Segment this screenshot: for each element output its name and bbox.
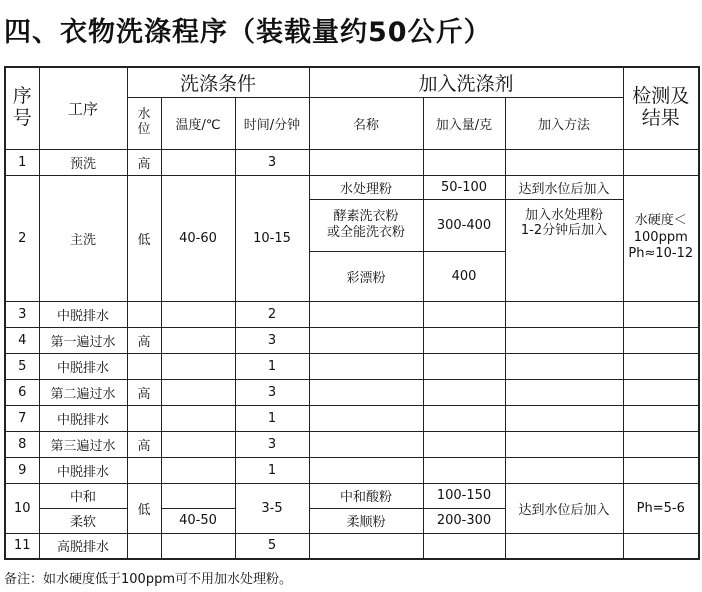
cell-level: 低 (127, 483, 161, 533)
header-amount: 加入量/克 (423, 97, 505, 149)
name-line-1: 酵素洗衣粉 (333, 209, 399, 225)
cell-check (623, 431, 699, 457)
cell-amount: 100-150 (423, 483, 505, 508)
cell-temp (161, 353, 235, 379)
cell-level: 低 (127, 175, 161, 301)
cell-name: 水处理粉 (309, 175, 423, 199)
cell-name (309, 431, 423, 457)
cell-name (309, 533, 423, 559)
cell-method (505, 301, 623, 327)
cell-name (309, 405, 423, 431)
cell-name (309, 149, 423, 175)
cell-seq: 5 (5, 353, 39, 379)
cell-seq: 9 (5, 457, 39, 483)
cell-temp (161, 457, 235, 483)
cell-temp (161, 533, 235, 559)
cell-amount: 50-100 (423, 175, 505, 199)
table-row (5, 431, 699, 457)
cell-time: 3 (235, 379, 309, 405)
cell-seq: 10 (5, 483, 39, 533)
header-water-level: 水位 (127, 97, 161, 149)
check-line-1: 水硬度＜ (634, 212, 687, 228)
cell-name (309, 301, 423, 327)
cell-amount (423, 379, 505, 405)
cell-time: 5 (235, 533, 309, 559)
cell-process: 高脱排水 (39, 533, 127, 559)
cell-time: 10-15 (235, 175, 309, 301)
cell-seq: 2 (5, 175, 39, 301)
check-line-3: Ph≈10-12 (628, 246, 694, 262)
table-row (5, 457, 699, 483)
cell-check (623, 457, 699, 483)
cell-check (623, 533, 699, 559)
header-temperature: 温度/℃ (161, 97, 235, 149)
cell-process: 主洗 (39, 175, 127, 301)
table-row (5, 301, 699, 327)
cell-seq: 6 (5, 379, 39, 405)
cell-process: 中脱排水 (39, 353, 127, 379)
cell-time: 1 (235, 353, 309, 379)
table-row (5, 379, 699, 405)
cell-temp: 40-60 (161, 175, 235, 301)
cell-seq: 3 (5, 301, 39, 327)
header-row-1 (5, 67, 699, 97)
cell-name: 彩漂粉 (309, 251, 423, 301)
cell-name (309, 327, 423, 353)
cell-amount (423, 533, 505, 559)
cell-time: 3 (235, 327, 309, 353)
cell-method: 达到水位后加入 (505, 175, 623, 199)
cell-process: 中脱排水 (39, 301, 127, 327)
cell-seq: 4 (5, 327, 39, 353)
cell-method (505, 327, 623, 353)
cell-time: 3-5 (235, 483, 309, 533)
header-seq: 序号 (5, 67, 39, 149)
cell-check (623, 353, 699, 379)
cell-method (505, 431, 623, 457)
cell-amount (423, 301, 505, 327)
cell-time: 3 (235, 431, 309, 457)
footnote: 备注：如水硬度低于100ppm可不用加水处理粉。 (4, 572, 292, 587)
cell-method: 达到水位后加入 (505, 483, 623, 533)
cell-temp (161, 405, 235, 431)
cell-amount: 300-400 (423, 199, 505, 251)
cell-method (505, 457, 623, 483)
name-line-2: 或全能洗衣粉 (326, 225, 405, 240)
header-process: 工序 (39, 67, 127, 149)
cell-process: 柔软 (39, 508, 127, 533)
cell-amount (423, 405, 505, 431)
header-name: 名称 (309, 97, 423, 149)
cell-time: 2 (235, 301, 309, 327)
header-method: 加入方法 (505, 97, 623, 149)
cell-amount (423, 457, 505, 483)
header-add-detergent: 加入洗涤剂 (309, 67, 623, 97)
cell-temp: 40-50 (161, 508, 235, 533)
washing-procedure-table (4, 66, 700, 560)
cell-process: 预洗 (39, 149, 127, 175)
cell-process: 第三遍过水 (39, 431, 127, 457)
cell-temp (161, 483, 235, 508)
table-row (5, 353, 699, 379)
cell-amount (423, 327, 505, 353)
cell-time: 3 (235, 149, 309, 175)
cell-time: 1 (235, 405, 309, 431)
cell-temp (161, 431, 235, 457)
cell-name: 柔顺粉 (309, 508, 423, 533)
cell-method (505, 379, 623, 405)
cell-check (623, 175, 699, 301)
cell-method (505, 199, 623, 301)
cell-level (127, 301, 161, 327)
header-time: 时间/分钟 (235, 97, 309, 149)
cell-seq: 8 (5, 431, 39, 457)
cell-name (309, 199, 423, 251)
cell-method (505, 149, 623, 175)
method-line-1: 加入水处理粉 (525, 207, 604, 223)
cell-method (505, 353, 623, 379)
cell-time: 1 (235, 457, 309, 483)
cell-level: 高 (127, 379, 161, 405)
cell-amount (423, 149, 505, 175)
cell-temp (161, 327, 235, 353)
cell-level: 高 (127, 327, 161, 353)
cell-level: 高 (127, 431, 161, 457)
cell-check (623, 327, 699, 353)
cell-process: 第二遍过水 (39, 379, 127, 405)
table-row (5, 533, 699, 559)
cell-amount: 200-300 (423, 508, 505, 533)
cell-level (127, 457, 161, 483)
cell-process: 第一遍过水 (39, 327, 127, 353)
cell-name (309, 457, 423, 483)
check-line-2: 100ppm (633, 229, 688, 245)
cell-method (505, 533, 623, 559)
cell-seq: 7 (5, 405, 39, 431)
cell-method (505, 405, 623, 431)
cell-amount: 400 (423, 251, 505, 301)
cell-check (623, 149, 699, 175)
cell-temp (161, 301, 235, 327)
cell-name (309, 379, 423, 405)
cell-check: Ph=5-6 (623, 483, 699, 533)
cell-level (127, 353, 161, 379)
table-row (5, 483, 699, 508)
cell-process: 中脱排水 (39, 405, 127, 431)
header-check: 检测及结果 (623, 67, 699, 149)
cell-check (623, 405, 699, 431)
method-line-2: 1-2分钟后加入 (520, 223, 608, 239)
cell-check (623, 379, 699, 405)
header-wash-conditions: 洗涤条件 (127, 67, 309, 97)
cell-temp (161, 149, 235, 175)
cell-amount (423, 353, 505, 379)
table-row (5, 149, 699, 175)
cell-process: 中脱排水 (39, 457, 127, 483)
cell-amount (423, 431, 505, 457)
page-title: 四、衣物洗涤程序（装载量约50公斤） (4, 17, 492, 48)
cell-temp (161, 379, 235, 405)
cell-seq: 11 (5, 533, 39, 559)
cell-level (127, 533, 161, 559)
cell-seq: 1 (5, 149, 39, 175)
cell-name (309, 353, 423, 379)
table-row (5, 175, 699, 199)
cell-level: 高 (127, 149, 161, 175)
cell-process: 中和 (39, 483, 127, 508)
cell-name: 中和酸粉 (309, 483, 423, 508)
cell-check (623, 301, 699, 327)
table-row (5, 405, 699, 431)
cell-level (127, 405, 161, 431)
table-row (5, 327, 699, 353)
